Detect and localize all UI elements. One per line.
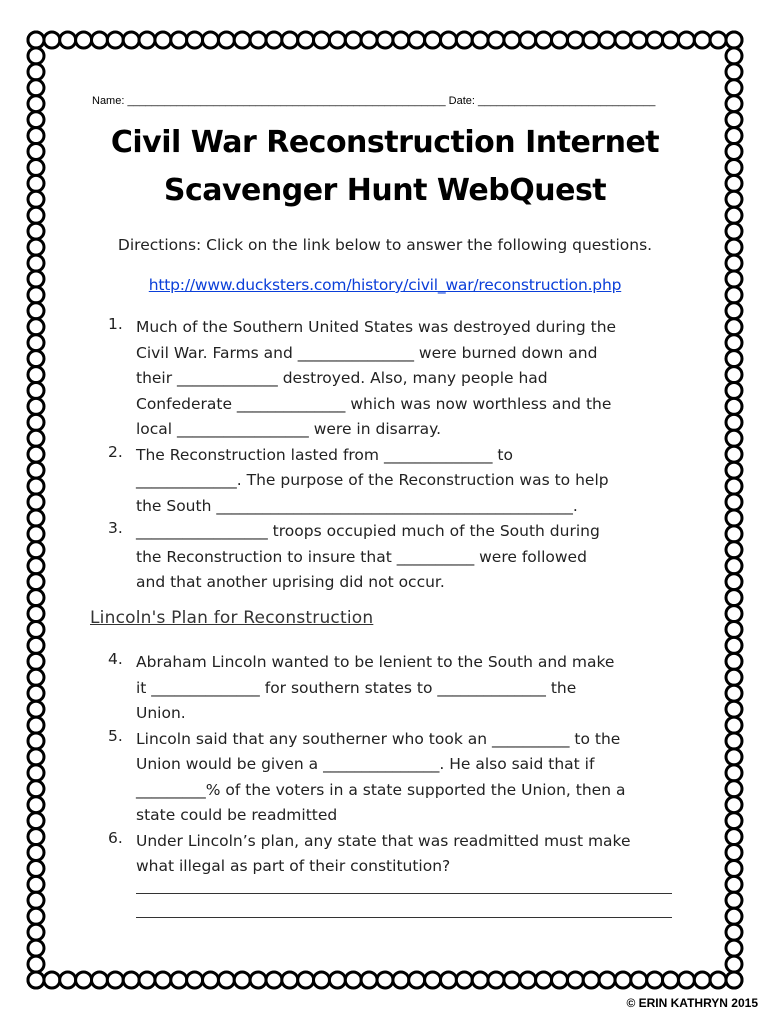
question-text-line: the South ______________________________________________. <box>136 496 578 515</box>
question-text-line: Much of the Southern United States was destroyed during the <box>136 318 617 336</box>
question-text-line: the Reconstruction to insure that __________ were followed <box>136 547 587 566</box>
question-text-line: Lincoln said that any southerner who took an __________ to the <box>136 729 621 748</box>
question-text-line: Civil War. Farms and _______________ were burned down and <box>136 343 598 362</box>
question-6 <box>108 829 688 880</box>
question-2 <box>108 443 688 520</box>
reconstruction-link[interactable]: http://www.ducksters.com/history/civil_war/reconstruction.php <box>148 276 622 294</box>
question-5 <box>108 727 688 829</box>
copyright-footer: © ERIN KATHRYN 2015 <box>626 996 758 1010</box>
question-text-line: The Reconstruction lasted from ______________ to <box>136 445 513 464</box>
question-number: 5. <box>108 726 123 745</box>
page-title-line-1: Civil War Reconstruction Internet <box>110 125 660 160</box>
question-1 <box>108 315 688 443</box>
directions-text: Directions: Click on the link below to answer the following questions. <box>117 236 653 254</box>
question-number: 3. <box>108 519 123 537</box>
question-4 <box>108 650 688 727</box>
section-heading: Lincoln's Plan for Reconstruction <box>90 608 374 628</box>
question-text-line: Abraham Lincoln wanted to be lenient to the South and make <box>136 653 615 671</box>
question-text-line: and that another uprising did not occur. <box>136 573 445 591</box>
name-date-line: Name: ____________________________________________________ Date: _____________________________ <box>92 95 656 107</box>
question-list-part-2 <box>108 650 688 880</box>
answer-line[interactable] <box>136 893 672 894</box>
question-text-line: Union. <box>136 704 186 722</box>
question-number: 6. <box>108 828 123 847</box>
question-text-line: _____________. The purpose of the Reconstruction was to help <box>136 471 609 489</box>
question-3 <box>108 519 688 596</box>
question-number: 4. <box>108 650 123 668</box>
question-text-line: _________% of the voters in a state supported the Union, then a <box>136 780 626 799</box>
question-text-line: Under Lincoln’s plan, any state that was readmitted must make <box>136 831 631 850</box>
question-text-line: local _________________ were in disarray. <box>136 420 442 438</box>
question-list-part-1 <box>108 315 688 596</box>
page-title-line-2: Scavenger Hunt WebQuest <box>163 173 607 208</box>
question-number: 1. <box>108 315 123 333</box>
question-text-line: Confederate ______________ which was now worthless and the <box>136 394 612 413</box>
question-text-line: their _____________ destroyed. Also, many people had <box>136 369 548 387</box>
question-text-line: _________________ troops occupied much of the South during <box>136 522 600 540</box>
question-number: 2. <box>108 442 123 461</box>
question-text-line: Union would be given a _______________. He also said that if <box>136 755 595 773</box>
question-text-line: it ______________ for southern states to ______________ the <box>136 678 577 697</box>
question-text-line: what illegal as part of their constitution? <box>136 857 451 875</box>
question-text-line: state could be readmitted <box>136 806 338 824</box>
answer-line[interactable] <box>136 917 672 918</box>
